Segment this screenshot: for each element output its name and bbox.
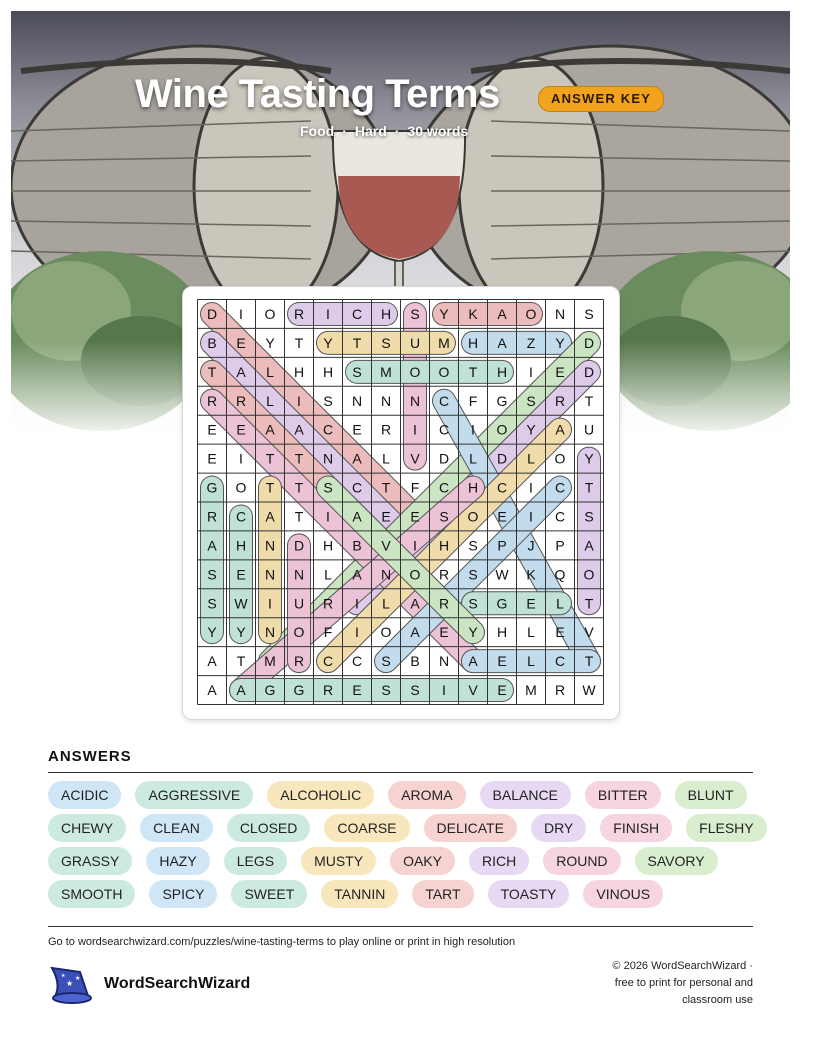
word-search-grid [197,299,604,705]
grid-letter: I [355,595,359,612]
grid-letter: H [496,624,508,641]
grid-letter: R [438,566,450,583]
grid-letter: Y [468,624,478,641]
grid-letter: C [496,479,508,496]
grid-letter: S [381,682,391,699]
grid-letter: H [496,363,508,380]
grid-letter: N [322,450,334,467]
answer-chip: DRY [531,814,586,842]
grid-letter: M [380,363,392,380]
grid-letter: L [324,566,332,583]
grid-letter: A [352,450,362,467]
grid-letter: G [264,682,276,699]
grid-letter: S [207,566,217,583]
footer-divider [48,926,753,927]
grid-letter: T [584,595,594,612]
grid-letter: C [438,479,450,496]
svg-text:★: ★ [75,975,81,982]
grid-letter: T [584,479,594,496]
grid-letter: S [207,595,217,612]
grid-letter: T [294,334,304,351]
grid-letter: O [438,363,450,380]
grid-letter: U [293,595,305,612]
grid-letter: O [380,624,392,641]
copyright-line-1: © 2026 WordSearchWizard · [612,960,753,972]
grid-letter: A [207,537,217,554]
grid-letter: C [554,479,566,496]
grid-letter: A [352,508,362,525]
grid-letter: T [584,653,594,670]
grid-letter: I [413,537,417,554]
grid-letter: S [352,363,362,380]
answer-chip: BLUNT [675,781,747,809]
grid-letter: A [410,595,420,612]
grid-letter: L [527,624,535,641]
grid-letter: T [294,508,304,525]
grid-letter: T [468,363,478,380]
grid-letter: M [264,653,276,670]
grid-letter: T [236,653,246,670]
grid-letter: R [322,595,334,612]
grid-letter: D [206,305,218,322]
grid-letter: R [554,392,566,409]
grid-letter: A [207,682,217,699]
answer-chip: SAVORY [635,847,718,875]
grid-letter: I [355,624,359,641]
answer-chip: TOASTY [488,880,570,908]
grid-letter: E [555,363,565,380]
grid-letter: T [207,363,217,380]
brand-name: WordSearchWizard [104,975,251,992]
grid-letter: Y [584,450,594,467]
grid-letter: S [323,479,333,496]
grid-letter: V [410,450,420,467]
grid-letter: A [584,537,594,554]
grid-letter: E [439,624,449,641]
grid-letter: S [381,334,391,351]
grid-letter: A [352,566,362,583]
grid-letter: E [207,421,217,438]
grid-letter: Z [526,334,536,351]
grid-letter: O [409,566,421,583]
grid-letter: F [468,392,478,409]
answers-divider [48,772,753,773]
grid-letter: N [351,392,363,409]
grid-letter: S [381,653,391,670]
grid-letter: H [235,537,247,554]
grid-letter: T [294,479,304,496]
answer-chip: GRASSY [48,847,132,875]
grid-letter: N [264,624,276,641]
grid-letter: L [527,653,535,670]
answer-chip: CLOSED [227,814,311,842]
grid-letter: A [497,305,507,322]
grid-letter: B [410,653,420,670]
footer-note: Go to wordsearchwizard.com/puzzles/wine-tasting-terms to play online or print in high resolution [48,936,516,948]
grid-letter: O [496,421,508,438]
grid-letter: W [495,566,509,583]
grid-letter: H [293,363,305,380]
grid-letter: C [438,392,450,409]
grid-letter: V [381,537,391,554]
answers-heading: ANSWERS [48,748,132,765]
grid-letter: O [235,479,247,496]
grid-letter: S [584,508,594,525]
grid-letter: W [234,595,248,612]
answers-row [48,880,768,908]
grid-letter: C [351,479,363,496]
grid-letter: E [526,595,536,612]
grid-letter: A [497,334,507,351]
grid-letter: Q [554,566,566,583]
answer-key-badge: ANSWER KEY [538,86,664,112]
grid-letter: U [409,334,421,351]
brand[interactable] [48,964,250,1004]
answer-chip: MUSTY [301,847,376,875]
answer-chip: COARSE [324,814,409,842]
grid-letter: Y [555,334,565,351]
answer-chip: TART [412,880,473,908]
grid-letter: N [409,392,421,409]
grid-letter: A [410,624,420,641]
grid-letter: B [352,537,362,554]
grid-svg [197,299,604,705]
grid-letter: A [236,682,246,699]
answer-chip: BITTER [585,781,661,809]
grid-letter: O [525,305,537,322]
copyright [583,958,753,1009]
grid-letter: T [294,450,304,467]
grid-letter: Y [207,624,217,641]
grid-letter: L [266,363,274,380]
grid-letter: H [467,479,479,496]
grid-letter: A [555,421,565,438]
grid-letter: A [265,421,275,438]
category-label: Food [300,123,335,139]
grid-letter: J [527,537,535,554]
grid-letter: A [294,421,304,438]
word-count-label: 30 words [407,123,469,139]
grid-letter: T [265,450,275,467]
grid-letter: F [323,624,333,641]
answer-chip: FINISH [600,814,672,842]
grid-letter: R [293,653,305,670]
svg-text:★: ★ [61,973,66,979]
grid-letter: D [438,450,450,467]
grid-letter: K [468,305,478,322]
grid-letter: I [413,421,417,438]
answers-list [48,781,768,913]
grid-letter: I [297,392,301,409]
grid-letter: V [584,624,594,641]
grid-letter: R [380,421,392,438]
grid-letter: E [497,508,507,525]
grid-letter: I [326,305,330,322]
answer-chip: FLESHY [686,814,766,842]
grid-letter: H [467,334,479,351]
puzzle-meta: Food · Hard · 30 words [300,123,469,139]
grid-letter: G [496,392,508,409]
grid-letter: D [583,334,595,351]
grid-letter: T [381,479,391,496]
grid-letter: L [469,450,477,467]
grid-letter: T [584,392,594,409]
grid-letter: E [236,334,246,351]
grid-letter: Y [323,334,333,351]
grid-letter: H [322,363,334,380]
grid-letter: M [438,334,450,351]
grid-letter: L [556,595,564,612]
grid-letter: N [380,392,392,409]
grid-letter: O [554,450,566,467]
grid-letter: F [410,479,420,496]
grid-letter: T [352,334,362,351]
grid-letter: K [526,566,536,583]
grid-letter: H [322,537,334,554]
grid-letter: V [468,682,478,699]
grid-letter: O [409,363,421,380]
grid-letter: U [583,421,595,438]
svg-text:★: ★ [66,979,74,988]
grid-letter: D [496,450,508,467]
grid-letter: A [207,653,217,670]
grid-letter: B [207,334,217,351]
grid-letter: C [235,508,247,525]
grid-letter: W [582,682,596,699]
grid-letter: H [438,537,450,554]
answer-chip: SPICY [149,880,217,908]
grid-letter: E [236,566,246,583]
grid-letter: C [554,653,566,670]
grid-letter: O [583,566,595,583]
answer-chip: BALANCE [480,781,571,809]
grid-letter: C [322,421,334,438]
grid-letter: C [554,508,566,525]
answer-chip: SWEET [231,880,307,908]
grid-letter: C [351,305,363,322]
grid-letter: I [529,363,533,380]
answers-row [48,781,768,809]
grid-letter: E [352,421,362,438]
grid-letter: Y [236,624,246,641]
grid-letter: N [380,566,392,583]
grid-letter: N [264,566,276,583]
grid-letter: H [380,305,392,322]
answers-row [48,847,768,875]
answer-chip: OAKY [390,847,455,875]
answer-chip: AGGRESSIVE [135,781,253,809]
answer-chip: ACIDIC [48,781,121,809]
grid-letter: E [352,682,362,699]
grid-letter: D [583,363,595,380]
grid-letter: R [322,682,334,699]
grid-letter: C [351,653,363,670]
answer-chip: CHEWY [48,814,126,842]
grid-letter: N [438,653,450,670]
grid-letter: R [206,392,218,409]
grid-letter: C [438,421,450,438]
answer-chip: RICH [469,847,529,875]
grid-letter: N [293,566,305,583]
answer-chip: SMOOTH [48,880,135,908]
copyright-line-3: classroom use [682,994,753,1006]
answer-chip: LEGS [224,847,287,875]
grid-letter: I [239,305,243,322]
grid-letter: S [526,392,536,409]
answer-chip: VINOUS [583,880,663,908]
grid-letter: R [438,595,450,612]
grid-letter: I [529,508,533,525]
grid-letter: N [554,305,566,322]
grid-letter: G [293,682,305,699]
grid-letter: E [497,682,507,699]
grid-letter: A [265,508,275,525]
grid-letter: N [264,537,276,554]
grid-letter: I [529,479,533,496]
grid-letter: P [497,537,507,554]
grid-letter: C [322,653,334,670]
grid-letter: Y [265,334,275,351]
grid-letter: S [323,392,333,409]
grid-letter: R [206,508,218,525]
grid-letter: S [410,305,420,322]
page-title: Wine Tasting Terms [135,72,500,116]
grid-letter: S [468,566,478,583]
grid-letter: L [382,450,390,467]
grid-letter: L [527,450,535,467]
grid-letter: I [442,682,446,699]
grid-letter: I [239,450,243,467]
grid-letter: S [468,595,478,612]
grid-letter: G [206,479,218,496]
grid-letter: I [471,421,475,438]
grid-letter: E [236,421,246,438]
answer-chip: DELICATE [424,814,517,842]
grid-letter: G [496,595,508,612]
grid-letter: A [236,363,246,380]
grid-letter: R [293,305,305,322]
grid-letter: O [293,624,305,641]
wizard-hat-icon [48,964,92,1004]
grid-letter: Y [526,421,536,438]
grid-letter: M [525,682,537,699]
answer-chip: ROUND [543,847,620,875]
answer-chip: TANNIN [321,880,398,908]
copyright-line-2: free to print for personal and [614,977,753,989]
grid-letter: R [554,682,566,699]
grid-letter: L [382,595,390,612]
answers-row [48,814,768,842]
grid-letter: E [555,624,565,641]
answer-chip: ALCOHOLIC [267,781,374,809]
grid-letter: E [207,450,217,467]
grid-letter: L [266,392,274,409]
grid-letter: D [293,537,305,554]
grid-letter: T [265,479,275,496]
grid-letter: O [264,305,276,322]
grid-letter: S [468,537,478,554]
grid-letter: E [497,653,507,670]
grid-letter: R [235,392,247,409]
grid-letter: A [468,653,478,670]
answer-chip: AROMA [388,781,465,809]
grid-letter: O [467,508,479,525]
grid-letter: I [326,508,330,525]
grid-letter: Y [439,305,449,322]
grid-letter: I [268,595,272,612]
answer-chip: HAZY [146,847,209,875]
grid-letter: S [439,508,449,525]
grid-letter: S [410,682,420,699]
answer-chip: CLEAN [140,814,213,842]
difficulty-label: Hard [354,123,387,139]
grid-letter: E [410,508,420,525]
grid-letter: E [381,508,391,525]
grid-letter: P [555,537,565,554]
grid-letter: S [584,305,594,322]
